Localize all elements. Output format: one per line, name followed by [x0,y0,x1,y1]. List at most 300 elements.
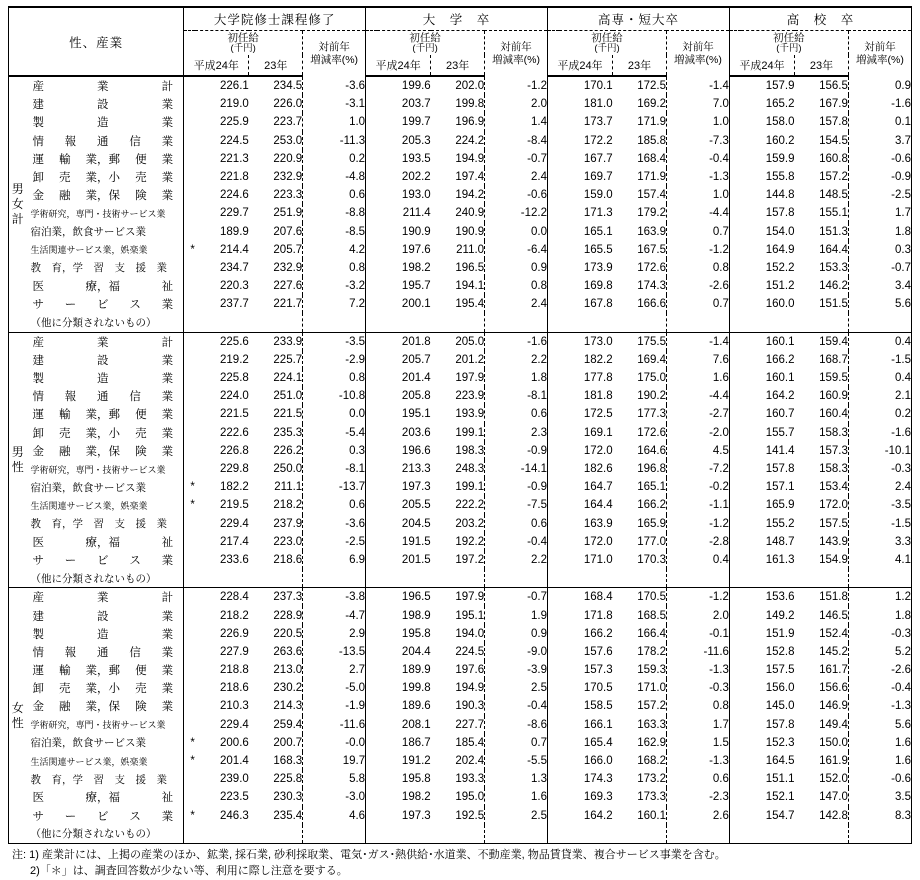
row-value-cell: 223.0 [273,535,303,548]
row-value-cell [559,313,613,332]
row-value-cell: -10.1 [848,442,911,460]
row-value-cell: 0.7 [667,223,730,241]
row-value-cell: 201.8 [401,335,431,348]
row-value-cell: 237.7 [220,298,249,311]
row-value-cell: 159.4 [819,335,848,348]
table-row [9,95,912,113]
row-value-cell: 205.0 [455,335,485,348]
row-value-cell: 151.3 [819,225,848,238]
row-star-marker [548,478,559,496]
row-star-marker [366,625,377,643]
row-value-cell: 224.0 [220,390,249,403]
corner-header [9,7,184,76]
table-row [9,424,912,442]
table-row [9,661,912,679]
row-value-cell: 197.2 [455,553,485,566]
row-value-cell: 253.0 [273,134,303,147]
row-value-cell: 190.3 [455,700,485,713]
row-value-cell: 226.2 [273,444,303,457]
row-value-cell: 211.1 [274,481,303,494]
year-header-1b: 23年 [249,55,303,76]
row-value-cell: 230.2 [273,682,303,695]
row-star-marker [366,807,377,825]
row-value-cell: 2.4 [848,478,911,496]
row-star-marker [184,679,195,697]
row-value-cell: 197.6 [401,243,431,256]
row-star-marker [548,551,559,569]
row-value-cell: 226.0 [273,98,303,111]
row-industry-label: 運 輸 業，郵 便 業 [26,150,183,168]
row-value-cell: 145.0 [765,700,795,713]
row-value-cell: 5.6 [848,295,911,313]
row-value-cell: 152.0 [819,773,848,786]
row-value-cell: -8.4 [485,132,548,150]
row-star-marker [548,807,559,825]
row-value-cell: 0.4 [848,332,911,351]
row-value-cell: 160.7 [765,408,795,421]
row-value-cell: 169.1 [583,426,613,439]
row-value-cell: 160.1 [637,809,666,822]
row-star-marker [184,186,195,204]
row-value-cell: 0.8 [303,259,366,277]
row-value-cell: 169.7 [583,171,613,184]
row-value-cell [795,313,849,332]
row-value-cell: 1.4 [485,113,548,131]
subhead-salary-3: 初任給 (千円) [548,31,667,56]
row-value-cell: 177.0 [637,535,666,548]
note-line-1: 注: 1) 産業計には、上掲の産業のほか、鉱業, 採石業, 砂利採取業、電気･ガス･熱供給･水道業、不動産業, 物品賃貸業、複合サービス事業を含む。 [12,848,726,861]
row-industry-label: 学術研究，専門・技術サービス業 [26,716,183,734]
row-value-cell: 170.5 [583,682,613,695]
row-value-cell: -13.7 [303,478,366,496]
row-industry-label: 情 報 通 信 業 [26,643,183,661]
row-industry-label: サ ー ビ ス 業 [26,295,183,313]
row-value-cell: 0.1 [848,113,911,131]
row-star-marker [366,478,377,496]
section-side-label: 女 性 [9,588,27,844]
row-industry-label: 情 報 通 信 業 [26,387,183,405]
table-row [9,770,912,788]
table-row [9,533,912,551]
subhead-salary-4: 初任給 (千円) [729,31,848,56]
row-value-cell: 229.8 [220,463,249,476]
row-value-cell: 166.1 [583,718,613,731]
row-value-cell: 168.7 [819,353,848,366]
row-value-cell: 220.3 [220,280,249,293]
row-star-marker [184,606,195,624]
row-star-marker [729,478,740,496]
row-industry-label: 教 育，学 習 支 援 業 [26,515,183,533]
row-star-marker [184,95,195,113]
row-star-marker [366,295,377,313]
row-value-cell: 157.6 [583,645,613,658]
row-value-cell: 182.2 [220,481,249,494]
row-value-cell: 2.5 [485,807,548,825]
row-value-cell: 146.9 [819,700,848,713]
row-value-cell: 197.3 [401,809,431,822]
row-value-cell: 161.3 [765,553,795,566]
row-value-cell: 193.9 [455,408,485,421]
table-row [9,606,912,624]
row-value-cell: 1.6 [485,788,548,806]
row-value-cell: 221.5 [220,408,249,421]
row-value-cell: -0.4 [848,679,911,697]
row-star-marker [184,295,195,313]
row-value-cell: 2.7 [303,661,366,679]
row-value-cell: 0.0 [303,405,366,423]
row-value-cell: 237.9 [273,517,303,530]
row-star-marker: * [190,736,195,749]
row-star-marker [548,150,559,168]
row-value-cell: 218.2 [273,499,303,512]
row-value-cell: 219.0 [220,98,249,111]
row-value-cell: 165.2 [765,98,795,111]
row-value-cell: -11.6 [667,643,730,661]
row-value-cell: 157.1 [765,481,795,494]
row-star-marker [366,716,377,734]
row-value-cell [741,313,795,332]
row-value-cell: 173.2 [637,773,666,786]
row-industry-label: 生活関連サービス業，娯楽業 [26,496,183,514]
year-header-3b: 23年 [613,55,667,76]
row-industry-label: 産 業 計 [26,76,183,95]
row-value-cell: 172.0 [819,499,848,512]
row-value-cell: 158.5 [583,700,613,713]
row-value-cell: 221.8 [220,171,249,184]
row-value-cell: -3.5 [848,496,911,514]
row-value-cell: 198.2 [401,791,431,804]
row-star-marker [548,113,559,131]
subhead-change-1: 対前年 増減率(%) [303,31,366,77]
row-value-cell: 165.1 [583,225,613,238]
row-value-cell: 167.7 [583,152,613,165]
row-industry-label: 製 造 業 [26,625,183,643]
row-value-cell: 233.9 [273,335,303,348]
row-value-cell: 251.9 [273,207,303,220]
table-row [9,295,912,313]
row-value-cell: 19.7 [303,752,366,770]
row-value-cell: 199.6 [401,80,431,93]
row-value-cell: -3.8 [303,588,366,607]
row-star-marker [729,204,740,222]
row-star-marker [548,405,559,423]
row-star-marker [184,716,195,734]
row-star-marker [548,132,559,150]
row-value-cell: -0.2 [667,478,730,496]
row-value-cell: 221.7 [273,298,303,311]
row-star-marker [548,661,559,679]
row-value-cell: 151.9 [765,627,795,640]
row-value-cell: 164.9 [765,243,795,256]
row-value-cell: 3.5 [848,788,911,806]
table-row [9,478,912,496]
row-star-marker [184,770,195,788]
row-value-cell: 2.3 [485,424,548,442]
row-value-cell: 155.7 [765,426,795,439]
row-value-cell: 205.7 [273,243,303,256]
row-value-cell [848,569,911,588]
row-value-cell: 205.8 [401,390,431,403]
row-value-cell: 239.0 [220,773,249,786]
row-value-cell: 197.9 [455,591,485,604]
row-star-marker [184,588,195,607]
year-header-3a: 平成24年 [548,55,613,76]
row-value-cell: 153.6 [765,591,795,604]
row-star-marker [366,277,377,295]
row-star-marker [729,313,740,332]
row-industry-label: （他に分類されないもの） [26,569,183,588]
row-star-marker [366,442,377,460]
row-value-cell: 201.2 [455,353,485,366]
row-industry-label: （他に分類されないもの） [26,313,183,332]
row-value-cell: 2.4 [485,295,548,313]
row-value-cell: 225.8 [220,372,249,385]
row-value-cell: -2.5 [848,186,911,204]
row-value-cell: -4.4 [667,204,730,222]
row-industry-label: 運 輸 業，郵 便 業 [26,405,183,423]
row-value-cell: 7.6 [667,351,730,369]
row-value-cell: 160.1 [765,372,795,385]
row-industry-label: 製 造 業 [26,113,183,131]
row-value-cell: 203.7 [401,98,431,111]
table-row [9,387,912,405]
row-value-cell: -11.3 [303,132,366,150]
row-value-cell [377,313,431,332]
table-row [9,825,912,844]
row-value-cell: 246.3 [220,809,249,822]
row-star-marker [729,223,740,241]
row-value-cell: 1.6 [848,752,911,770]
row-value-cell [741,569,795,588]
row-value-cell: 2.1 [848,387,911,405]
row-value-cell: 226.8 [220,444,249,457]
row-industry-label: （他に分類されないもの） [26,825,183,844]
row-value-cell: 165.4 [583,736,613,749]
row-star-marker [548,95,559,113]
row-value-cell: 0.8 [667,259,730,277]
row-value-cell: 6.9 [303,551,366,569]
subhead-change-4: 対前年 増減率(%) [848,31,911,77]
row-value-cell [559,825,613,844]
row-value-cell: 196.6 [401,444,431,457]
row-value-cell: 210.3 [220,700,249,713]
row-value-cell: 197.9 [455,372,485,385]
row-value-cell: 202.2 [401,171,431,184]
row-value-cell: 237.3 [273,591,303,604]
row-value-cell: 191.2 [401,755,431,768]
row-value-cell: 173.9 [583,261,613,274]
table-row [9,313,912,332]
row-value-cell [741,825,795,844]
row-industry-label: 生活関連サービス業，娯楽業 [26,752,183,770]
row-star-marker [548,515,559,533]
row-star-marker [366,533,377,551]
row-industry-label: 情 報 通 信 業 [26,132,183,150]
row-value-cell: 148.5 [819,189,848,202]
table-row [9,460,912,478]
row-value-cell: 165.9 [637,517,666,530]
row-star-marker [548,76,559,95]
row-star-marker [184,405,195,423]
row-star-marker [366,76,377,95]
row-value-cell: 1.3 [485,770,548,788]
row-value-cell: 235.3 [273,426,303,439]
row-value-cell: 194.0 [455,627,485,640]
row-value-cell: 158.3 [819,463,848,476]
row-value-cell: 167.9 [819,98,848,111]
row-value-cell: -7.2 [667,460,730,478]
row-value-cell: 205.5 [401,499,431,512]
row-industry-label: 製 造 業 [26,369,183,387]
row-star-marker [366,223,377,241]
row-value-cell: 223.7 [273,116,303,129]
row-value-cell: 172.0 [583,444,613,457]
row-value-cell: 165.9 [765,499,795,512]
row-value-cell: 218.2 [220,609,249,622]
row-value-cell: 199.1 [455,426,485,439]
row-value-cell: 203.6 [401,426,431,439]
row-value-cell: 226.1 [220,80,249,93]
row-value-cell: -8.5 [303,223,366,241]
row-star-marker: * [190,809,195,822]
row-value-cell [195,313,249,332]
row-value-cell: -1.3 [667,752,730,770]
row-star-marker [729,734,740,752]
row-industry-label: 卸 売 業，小 売 業 [26,424,183,442]
row-value-cell: -10.8 [303,387,366,405]
table-row [9,515,912,533]
row-star-marker [366,606,377,624]
row-value-cell: 149.4 [819,718,848,731]
row-value-cell: 163.9 [583,517,613,530]
row-value-cell: 190.2 [637,390,666,403]
row-value-cell: 152.1 [765,791,795,804]
row-value-cell: 2.0 [485,95,548,113]
row-star-marker [548,697,559,715]
row-value-cell: 3.3 [848,533,911,551]
row-star-marker [366,515,377,533]
row-value-cell: -8.1 [303,460,366,478]
row-value-cell [613,569,667,588]
row-value-cell: 157.2 [819,171,848,184]
row-value-cell: 0.8 [485,277,548,295]
row-star-marker [366,770,377,788]
row-star-marker [729,661,740,679]
row-value-cell: 214.3 [273,700,303,713]
row-star-marker [729,332,740,351]
row-industry-label: 宿泊業，飲食サービス業 [26,223,183,241]
row-value-cell: 170.5 [637,591,666,604]
row-value-cell: 217.4 [220,535,249,548]
row-value-cell: 207.6 [273,225,303,238]
row-value-cell: 227.7 [455,718,485,731]
row-value-cell: 195.1 [455,609,485,622]
row-value-cell [303,313,366,332]
row-value-cell: 160.2 [765,134,795,147]
row-value-cell: 3.4 [848,277,911,295]
row-value-cell: 0.6 [667,770,730,788]
row-value-cell: -0.9 [485,442,548,460]
row-star-marker [729,515,740,533]
row-value-cell: 196.9 [455,116,485,129]
table-row [9,405,912,423]
row-value-cell: 223.9 [455,390,485,403]
row-value-cell: -1.3 [848,697,911,715]
row-star-marker [729,551,740,569]
row-value-cell: -1.1 [667,496,730,514]
row-value-cell: 201.4 [401,372,431,385]
row-value-cell: 251.0 [273,390,303,403]
row-value-cell: 202.0 [455,80,485,93]
section-side-label: 男 性 [9,332,27,588]
row-star-marker [548,569,559,588]
row-value-cell [377,825,431,844]
row-star-marker [184,150,195,168]
row-star-marker [548,313,559,332]
row-value-cell: 202.4 [455,755,485,768]
row-value-cell: 234.5 [273,80,303,93]
row-value-cell: 172.5 [583,408,613,421]
row-value-cell: 232.9 [273,261,303,274]
row-value-cell: -2.6 [667,277,730,295]
row-star-marker [729,150,740,168]
row-star-marker [184,223,195,241]
row-value-cell: 197.6 [455,664,485,677]
row-value-cell: 200.6 [220,736,249,749]
row-value-cell: -2.6 [848,661,911,679]
row-value-cell: 165.5 [583,243,613,256]
table-row [9,697,912,715]
table-row [9,807,912,825]
row-value-cell: 5.2 [848,643,911,661]
row-value-cell [795,569,849,588]
row-value-cell: -0.7 [485,588,548,607]
row-star-marker [729,442,740,460]
row-value-cell: -0.4 [667,150,730,168]
row-star-marker [184,132,195,150]
row-value-cell: 225.6 [220,335,249,348]
row-star-marker [366,424,377,442]
row-value-cell: 151.8 [819,591,848,604]
row-star-marker [366,113,377,131]
row-value-cell: -2.7 [667,405,730,423]
row-star-marker [366,661,377,679]
row-star-marker [184,387,195,405]
row-value-cell: 199.1 [455,481,485,494]
row-value-cell: 154.0 [765,225,795,238]
row-value-cell: -3.1 [303,95,366,113]
row-value-cell: 0.6 [303,186,366,204]
row-value-cell: 169.4 [637,353,666,366]
row-value-cell: 151.1 [765,773,795,786]
row-star-marker [548,460,559,478]
row-value-cell: 0.0 [485,223,548,241]
row-value-cell: 1.5 [667,734,730,752]
row-value-cell: 0.8 [303,369,366,387]
row-star-marker [366,496,377,514]
row-value-cell: 233.6 [220,553,249,566]
row-value-cell: 157.3 [819,444,848,457]
row-value-cell: 213.0 [273,664,303,677]
row-value-cell: 229.4 [220,718,249,731]
row-star-marker [729,277,740,295]
row-star-marker [548,259,559,277]
row-value-cell: -2.9 [303,351,366,369]
row-value-cell: 230.3 [273,791,303,804]
row-value-cell: 173.3 [637,791,666,804]
row-value-cell: 151.5 [819,298,848,311]
table-row [9,679,912,697]
